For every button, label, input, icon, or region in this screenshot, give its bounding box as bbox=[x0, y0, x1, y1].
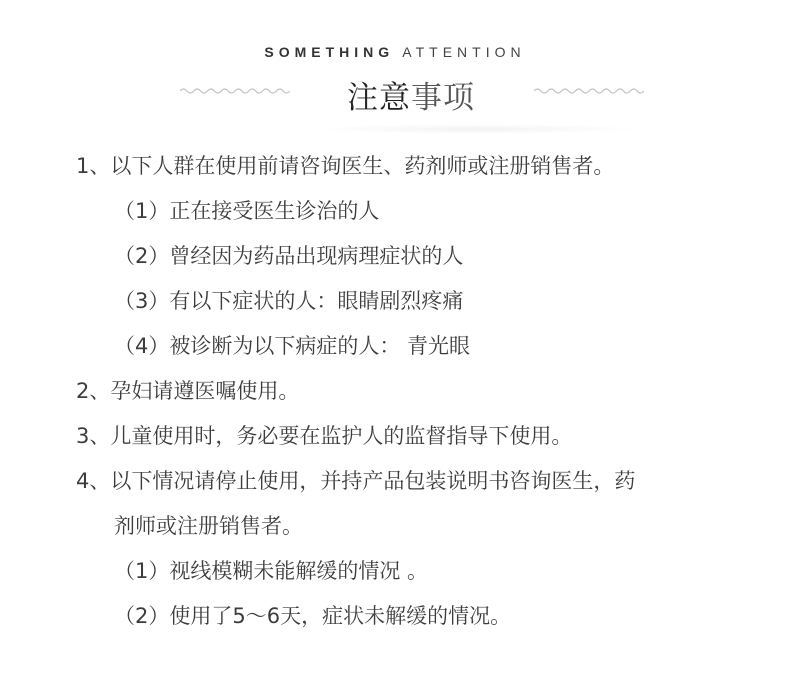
title-soft: 事项 bbox=[411, 80, 475, 116]
list-item: （2）使用了5～6天，症状未解缓的情况。 bbox=[114, 604, 512, 628]
list-item: （2）曾经因为药品出现病理症状的人 bbox=[114, 244, 464, 268]
wave-decoration-right-icon bbox=[534, 86, 644, 96]
list-item: 1、以下人群在使用前请咨询医生、药剂师或注册销售者。 bbox=[76, 154, 615, 178]
list-item: （4）被诊断为以下病症的人： 青光眼 bbox=[114, 334, 471, 358]
list-item: 4、以下情况请停止使用，并持产品包装说明书咨询医生，药 bbox=[76, 469, 636, 493]
title-row bbox=[0, 68, 790, 118]
list-item: 剂师或注册销售者。 bbox=[114, 514, 303, 538]
list-item: （1）视线模糊未能解缓的情况 。 bbox=[114, 559, 429, 583]
section-eyebrow bbox=[0, 44, 790, 60]
title-shadow bbox=[312, 124, 642, 134]
page-title bbox=[0, 72, 790, 117]
list-item: （1）正在接受医生诊治的人 bbox=[114, 199, 380, 223]
list-item: 2、孕妇请遵医嘱使用。 bbox=[76, 379, 300, 403]
eyebrow-bold-text: SOMETHING bbox=[264, 44, 395, 60]
list-item: 3、儿童使用时，务必要在监护人的监督指导下使用。 bbox=[76, 424, 573, 448]
title-strong: 注意 bbox=[347, 80, 411, 116]
eyebrow-light-text: ATTENTION bbox=[402, 44, 526, 60]
list-item: （3）有以下症状的人：眼睛剧烈疼痛 bbox=[114, 289, 464, 313]
